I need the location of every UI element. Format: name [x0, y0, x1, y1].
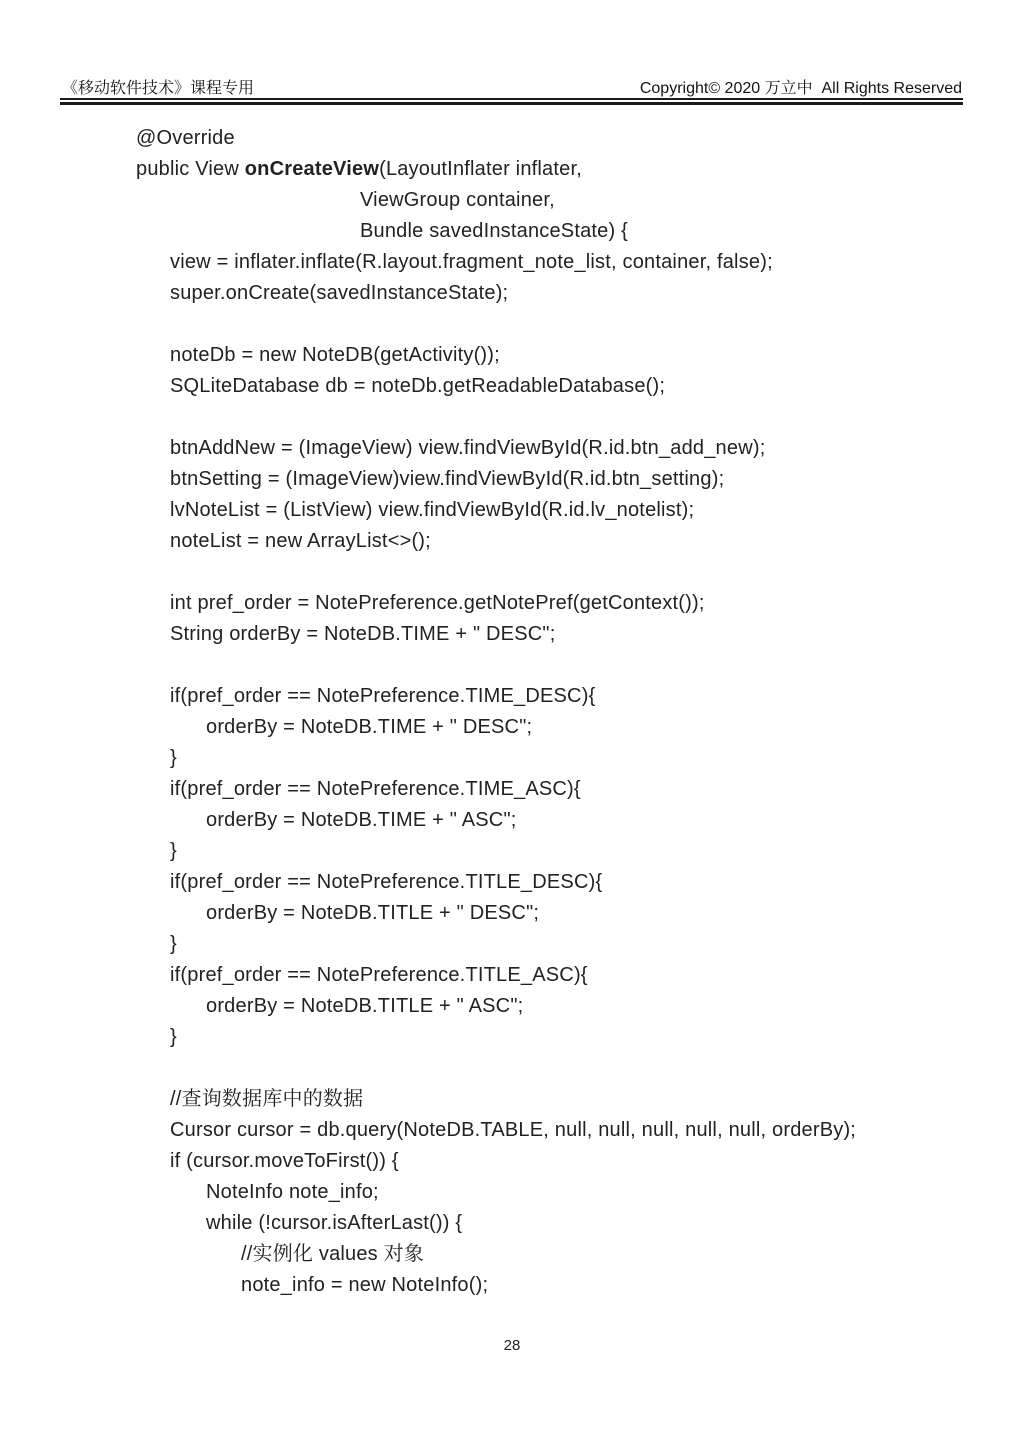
code-text: if(pref_order == NotePreference.TITLE_ASC){ [170, 964, 588, 986]
code-line [136, 154, 1004, 185]
code-text: lvNoteList = (ListView) view.findViewById(R.id.lv_notelist); [170, 499, 695, 521]
code-line [136, 867, 1004, 898]
header-rule-thick-line [60, 102, 963, 105]
code-text: } [170, 933, 177, 955]
code-text: if (cursor.moveToFirst()) { [170, 1150, 399, 1172]
code-text: } [170, 747, 177, 769]
code-line [136, 309, 1004, 340]
page-header [62, 75, 962, 98]
code-text: orderBy = NoteDB.TIME + " DESC"; [206, 716, 533, 738]
code-line [136, 278, 1004, 309]
code-line [136, 898, 1004, 929]
code-text: btnAddNew = (ImageView) view.findViewById(R.id.btn_add_new); [170, 437, 766, 459]
code-line [136, 1177, 1004, 1208]
page-number: 28 [503, 1337, 521, 1354]
code-line [136, 836, 1004, 867]
code-text: while (!cursor.isAfterLast()) { [206, 1212, 463, 1234]
code-line [136, 123, 1004, 154]
code-text: noteList = new ArrayList<>(); [170, 530, 431, 552]
code-text: noteDb = new NoteDB(getActivity()); [170, 344, 500, 366]
code-line [136, 185, 1004, 216]
header-rule [60, 98, 963, 105]
code-text: btnSetting = (ImageView)view.findViewById(R.id.btn_setting); [170, 468, 725, 490]
code-text: //实例化 values 对象 [241, 1243, 425, 1265]
code-line [136, 340, 1004, 371]
code-line [136, 960, 1004, 991]
code-text: orderBy = NoteDB.TITLE + " ASC"; [206, 995, 524, 1017]
code-bold-method-name: onCreateView [244, 158, 380, 180]
code-line [136, 743, 1004, 774]
code-line [136, 588, 1004, 619]
code-text: //查询数据库中的数据 [170, 1088, 364, 1110]
code-text: if(pref_order == NotePreference.TITLE_DESC){ [170, 871, 603, 893]
code-text: Cursor cursor = db.query(NoteDB.TABLE, null, null, null, null, null, orderBy); [170, 1119, 857, 1141]
code-text: (LayoutInflater inflater, [379, 158, 582, 180]
code-line [136, 464, 1004, 495]
code-text: orderBy = NoteDB.TITLE + " DESC"; [206, 902, 540, 924]
code-line [136, 1053, 1004, 1084]
code-line [136, 371, 1004, 402]
code-text: if(pref_order == NotePreference.TIME_DESC){ [170, 685, 596, 707]
code-line [136, 619, 1004, 650]
code-line [136, 1208, 1004, 1239]
code-line [136, 1146, 1004, 1177]
code-line [136, 433, 1004, 464]
code-line [136, 402, 1004, 433]
code-line [136, 1270, 1004, 1301]
code-text: } [170, 840, 177, 862]
header-copyright: Copyright© 2020 万立中 All Rights Reserved [639, 80, 962, 97]
code-text: note_info = new NoteInfo(); [241, 1274, 489, 1296]
code-line [136, 681, 1004, 712]
code-line [136, 1115, 1004, 1146]
code-text: SQLiteDatabase db = noteDb.getReadableDatabase(); [170, 375, 666, 397]
code-line [136, 991, 1004, 1022]
code-line [136, 1239, 1004, 1270]
code-line [136, 774, 1004, 805]
code-text: } [170, 1026, 177, 1048]
code-text: int pref_order = NotePreference.getNotePref(getContext()); [170, 592, 705, 614]
code-line [136, 526, 1004, 557]
code-text: Bundle savedInstanceState) { [360, 220, 629, 242]
code-text: NoteInfo note_info; [206, 1181, 379, 1203]
code-line [136, 712, 1004, 743]
code-text: super.onCreate(savedInstanceState); [170, 282, 509, 304]
code-line [136, 216, 1004, 247]
code-text: orderBy = NoteDB.TIME + " ASC"; [206, 809, 517, 831]
code-line [136, 247, 1004, 278]
code-line [136, 929, 1004, 960]
code-line [136, 1084, 1004, 1115]
header-course-label: 《移动软件技术》课程专用 [62, 80, 255, 97]
code-text: String orderBy = NoteDB.TIME + " DESC"; [170, 623, 556, 645]
code-text: view = inflater.inflate(R.layout.fragment_note_list, container, false); [170, 251, 773, 273]
code-text: if(pref_order == NotePreference.TIME_ASC){ [170, 778, 581, 800]
code-line [136, 495, 1004, 526]
code-line [136, 1022, 1004, 1053]
code-text: @Override [136, 127, 235, 149]
code-line [136, 650, 1004, 681]
code-line [136, 557, 1004, 588]
code-text: public View [136, 158, 245, 180]
code-line [136, 805, 1004, 836]
code-block [136, 123, 1004, 1301]
code-text: ViewGroup container, [360, 189, 555, 211]
